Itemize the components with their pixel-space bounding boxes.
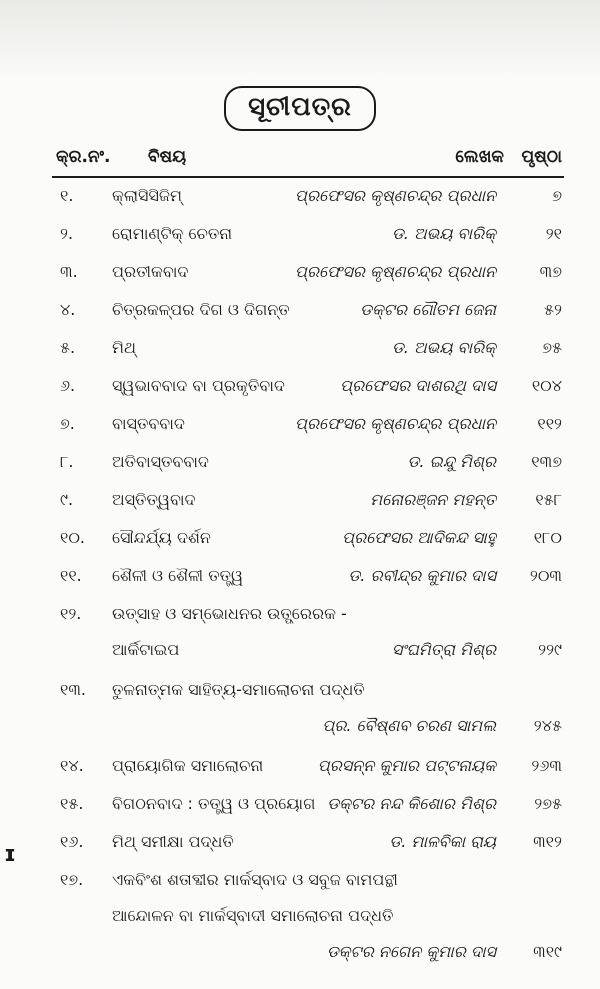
entry-author: ଡ. ଇନ୍ଦୁ ମିଶ୍ର <box>407 452 496 471</box>
table-header <box>56 145 562 175</box>
entry-number: ୨. <box>60 224 74 243</box>
page-title: ସୂଚୀପତ୍ର <box>224 86 376 131</box>
entry-page: ୧୦୪ <box>531 376 562 395</box>
entry-subject-continued: ଆନ୍ଦୋଳନ ବା ମାର୍କସ୍‌ବାଦୀ ସମାଲୋଚନା ପଦ୍ଧତି <box>112 906 394 925</box>
entry-subject: କ୍ଲାସିସିଜିମ୍ <box>112 186 182 205</box>
entry-author: ଡକ୍ଟର ନନ୍ଦ କିଶୋର ମିଶ୍ର <box>327 794 496 813</box>
list-item <box>56 748 562 786</box>
entry-subject: ପ୍ରାୟୋଗିକ ସମାଲୋଚନା <box>112 756 264 775</box>
entry-page: ୫୨ <box>544 300 562 319</box>
margin-mark: ɪ <box>4 842 16 867</box>
list-item <box>56 178 562 216</box>
entry-author: ଡ. ମାଳବିକା ରାୟ <box>389 832 496 851</box>
entry-page: ୨୨୯ <box>538 640 562 659</box>
entry-page: ୧୩୭ <box>531 452 562 471</box>
entry-number: ୩. <box>60 262 78 281</box>
entry-page: ୨୧ <box>545 224 562 243</box>
entry-number: ୫. <box>60 338 76 357</box>
header-author: ଲେଖକ <box>455 147 504 167</box>
header-page: ପୃଷ୍ଠା <box>521 147 562 167</box>
list-item <box>56 672 562 748</box>
entry-number: ୧୫. <box>60 794 84 813</box>
list-item <box>56 596 562 672</box>
entry-author: ସଂଘମିତ୍ରା ମିଶ୍ର <box>391 640 496 659</box>
list-item <box>56 254 562 292</box>
entry-subject: ଅସ୍ତିତ୍ୱବାଦ <box>112 490 196 509</box>
entry-number: ୧୪. <box>60 756 84 775</box>
list-item <box>56 482 562 520</box>
entry-number: ୧୦. <box>60 528 86 547</box>
list-item <box>56 330 562 368</box>
entry-page: ୨୪୫ <box>533 716 562 735</box>
entry-number: ୬. <box>60 376 76 395</box>
list-item <box>56 216 562 254</box>
entry-subject: ବାସ୍ତବବାଦ <box>112 414 185 433</box>
entry-subject: ପ୍ରତୀକବାଦ <box>112 262 189 281</box>
entry-number: ୪. <box>60 300 76 319</box>
entry-page: ୩୧୨ <box>533 832 562 851</box>
entry-subject: ଏକବିଂଶ ଶତାବ୍ଦୀର ମାର୍କସ୍‌ବାଦ ଓ ସବୁଜ ବାମପନ୍ଥୀ <box>112 870 398 889</box>
entry-subject: ସୌନ୍ଦର୍ଯ୍ୟ ଦର୍ଶନ <box>112 528 211 547</box>
entry-author: ପ୍ରଫେସର ଆଦିକନ୍ଦ ସାହୁ <box>342 528 496 547</box>
list-item <box>56 786 562 824</box>
entry-author: ପ୍ରଫେସର କୃଷ୍ଣଚନ୍ଦ୍ର ପ୍ରଧାନ <box>294 186 496 205</box>
entry-page: ୩୭ <box>539 262 562 281</box>
entry-number: ୧୬. <box>60 832 84 851</box>
page-top-shading <box>0 0 600 80</box>
entry-author: ମନୋରଞ୍ଜନ ମହନ୍ତ <box>370 490 496 509</box>
entry-subject: ମିଥ୍ <box>112 338 136 357</box>
entry-page: ୧୮୦ <box>533 528 562 547</box>
entry-subject: ଚିତ୍ରକଳ୍ପର ଦିଗ ଓ ଦିଗନ୍ତ <box>112 300 290 319</box>
entry-number: ୧୩. <box>60 680 86 699</box>
list-item <box>56 368 562 406</box>
entry-page: ୧୧୨ <box>537 414 562 433</box>
entry-number: ୧୭. <box>60 870 84 889</box>
header-subject: ବିଷୟ <box>148 147 187 167</box>
list-item <box>56 292 562 330</box>
list-item <box>56 558 562 596</box>
entry-number: ୯. <box>60 490 74 509</box>
entry-page: ୭ <box>552 186 562 205</box>
entry-author: ପ୍ରଫେସର କୃଷ୍ଣଚନ୍ଦ୍ର ପ୍ରଧାନ <box>294 414 496 433</box>
entry-page: ୨୬୩ <box>531 756 562 775</box>
list-item <box>56 520 562 558</box>
entry-number: ୧. <box>60 186 74 205</box>
entry-subject: ମିଥ୍ ସମୀକ୍ଷା ପଦ୍ଧତି <box>112 832 234 851</box>
entry-author: ଡକ୍ଟର ଗୌତମ ଜେନା <box>360 300 496 319</box>
entry-author: ପ୍ରଫେସର ଦାଶରଥି ଦାସ <box>340 376 496 395</box>
entry-author: ପ୍ରସନ୍ନ କୁମାର ପଟ୍ଟନାୟକ <box>317 756 496 775</box>
entry-author: ଡକ୍ଟର ନଗେନ କୁମାର ଦାସ <box>326 942 496 961</box>
header-number: କ୍ର.ନଂ. <box>56 147 111 167</box>
contents-list <box>56 178 562 974</box>
entry-subject: ଶୈଳୀ ଓ ଶୈଳୀ ତତ୍ତ୍ୱ <box>112 566 244 585</box>
entry-page: ୨୭୫ <box>534 794 562 813</box>
list-item <box>56 406 562 444</box>
entry-subject: ସ୍ୱଭାବବାଦ ବା ପ୍ରକୃତିବାଦ <box>112 376 285 395</box>
entry-author: ପ୍ରଫେସର କୃଷ୍ଣଚନ୍ଦ୍ର ପ୍ରଧାନ <box>294 262 496 281</box>
entry-subject: ଅତିବାସ୍ତବବାଦ <box>112 452 209 471</box>
list-item <box>56 862 562 974</box>
entry-page: ୭୫ <box>542 338 562 357</box>
title-area <box>0 86 600 131</box>
entry-subject: ରୋମାଣ୍ଟିକ୍ ଚେତନା <box>112 224 233 243</box>
entry-subject-continued: ଆର୍କିଟାଇପ <box>112 640 180 659</box>
entry-number: ୮. <box>60 452 74 471</box>
entry-author: ଡ. ଅଭୟ ବାରିକ୍ <box>391 338 496 357</box>
entry-subject: ତୁଳନାତ୍ମକ ସାହିତ୍ୟ-ସମାଲୋଚନା ପଦ୍ଧତି <box>112 680 365 699</box>
entry-author: ଡ. ରବୀନ୍ଦ୍ର କୁମାର ଦାସ <box>348 566 496 585</box>
list-item <box>56 824 562 862</box>
entry-page: ୩୧୯ <box>533 942 562 961</box>
entry-page: ୨୦୩ <box>529 566 562 585</box>
entry-author: ପ୍ର. ବୈଷ୍ଣବ ଚରଣ ସାମଲ <box>322 716 496 735</box>
list-item <box>56 444 562 482</box>
entry-subject: ଉତ୍ସାହ ଓ ସମ୍ଭୋଧନର ଉତ୍ପ୍ରେରକ - <box>112 604 347 623</box>
entry-number: ୧୧. <box>60 566 82 585</box>
entry-page: ୧୫୮ <box>535 490 562 509</box>
entry-subject: ବିଗଠନବାଦ : ତତ୍ତ୍ୱ ଓ ପ୍ରୟୋଗ <box>112 794 316 813</box>
entry-number: ୧୨. <box>60 604 82 623</box>
entry-author: ଡ. ଅଭୟ ବାରିକ୍ <box>391 224 496 243</box>
entry-number: ୭. <box>60 414 75 433</box>
